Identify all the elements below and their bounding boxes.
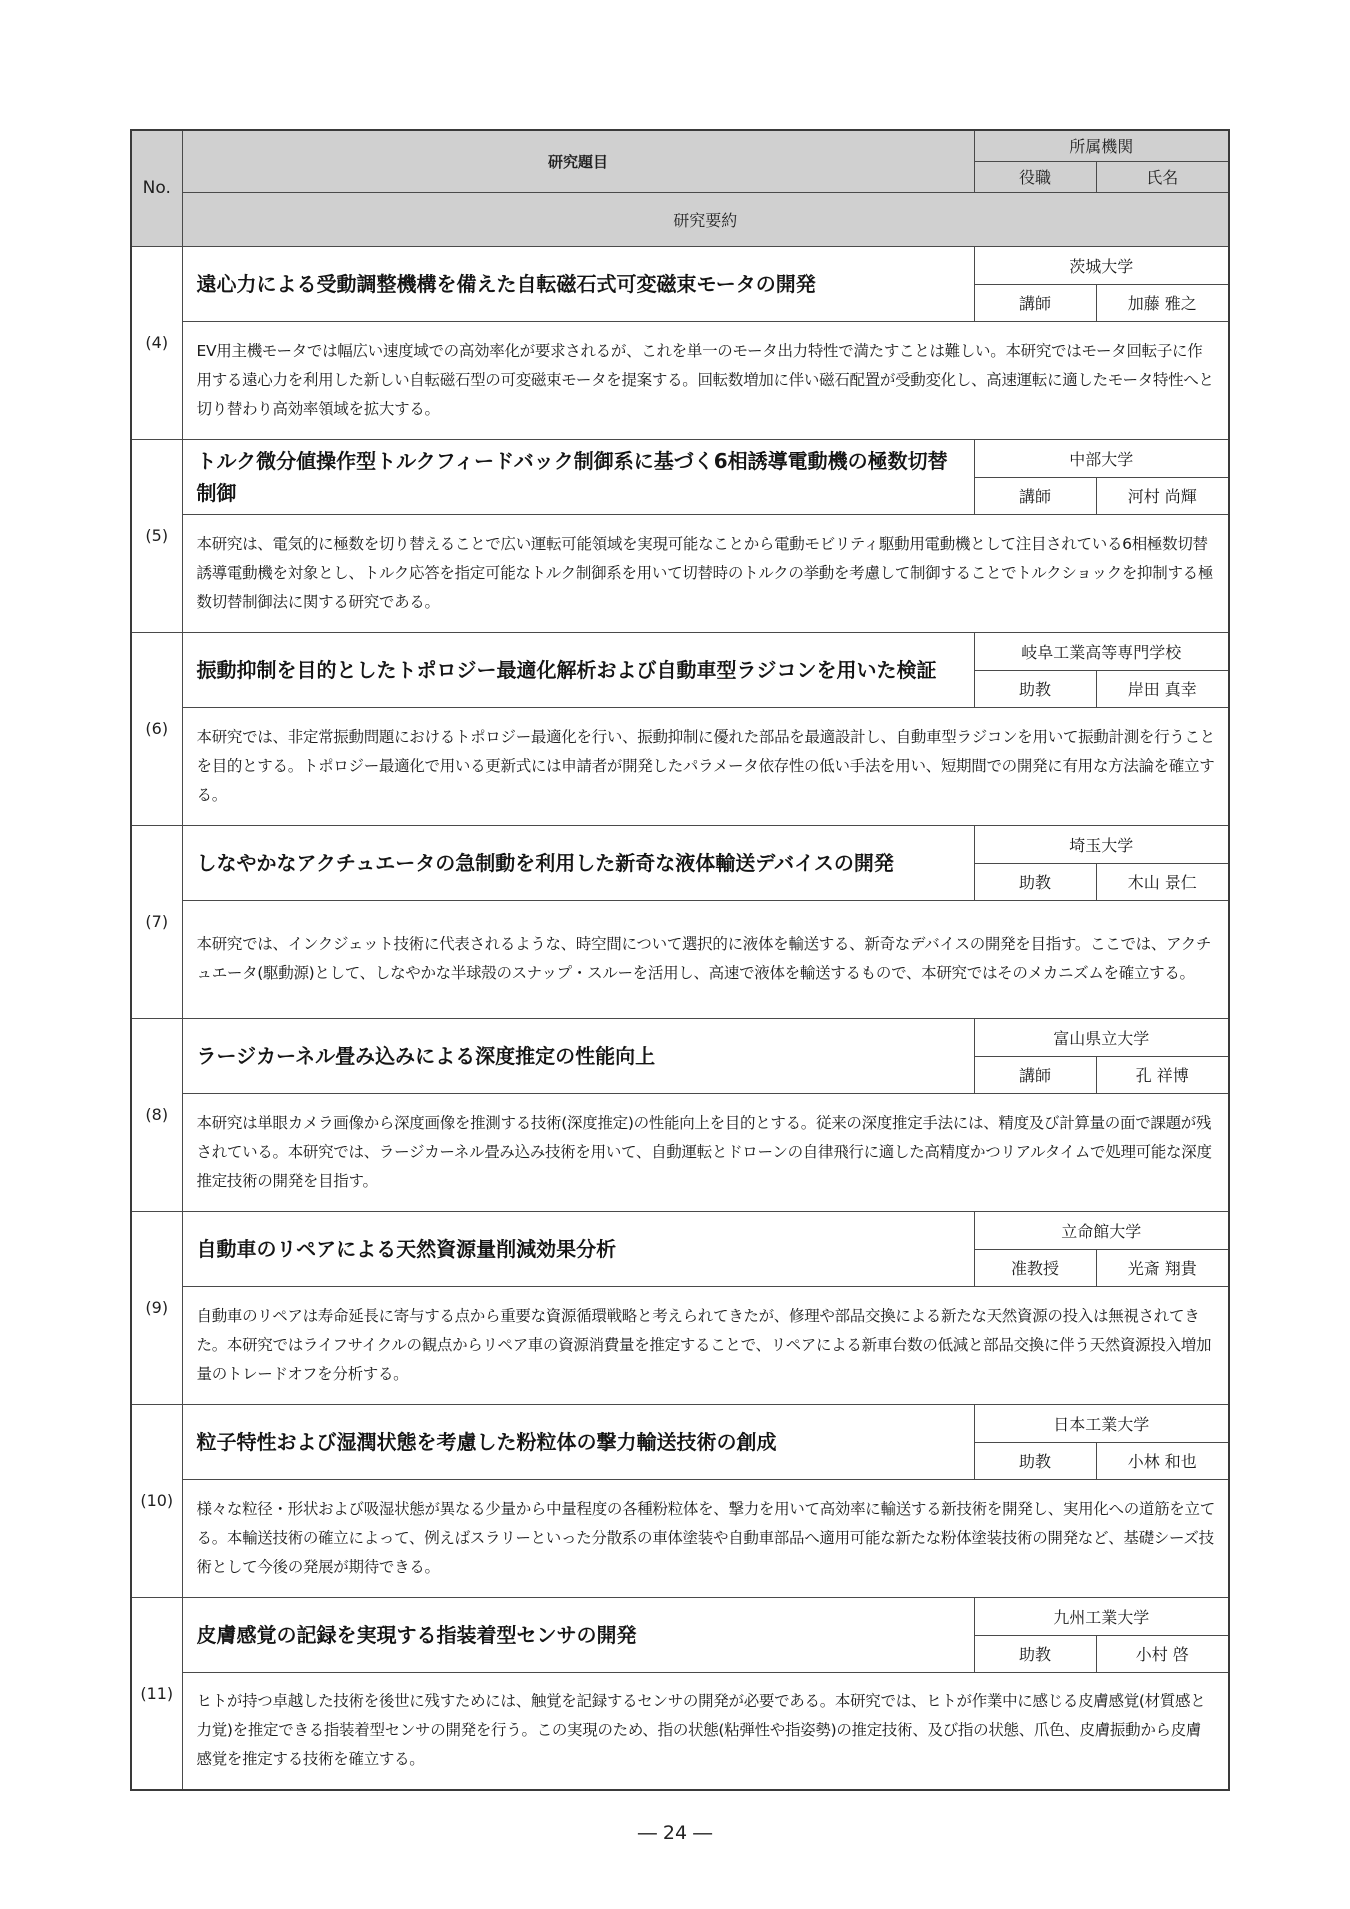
research-summary: 本研究では、非定常振動問題におけるトポロジー最適化を行い、振動抑制に優れた部品を最適設計し、自動車型ラジコンを用いて振動計測を行うことを目的とする。トポロジー最適化で用いる更新式には申請者が開発したパラメータ依存性の低い手法を用い、短期間での開発に有用な方法論を確立する。: [182, 707, 1229, 825]
researcher-name: 木山 景仁: [1096, 863, 1229, 900]
research-entry: [131, 1211, 1229, 1249]
research-title: ラージカーネル畳み込みによる深度推定の性能向上: [182, 1018, 974, 1093]
institution: 日本工業大学: [974, 1404, 1229, 1442]
research-title: 粒子特性および湿潤状態を考慮した粉粒体の撃力輸送技術の創成: [182, 1404, 974, 1479]
page-number: ― 24 ―: [637, 1822, 713, 1844]
entry-number: (9): [131, 1211, 182, 1404]
research-entry: [131, 1404, 1229, 1442]
research-title: しなやかなアクチュエータの急制動を利用した新奇な液体輸送デバイスの開発: [182, 825, 974, 900]
research-entry-summary: [131, 1093, 1229, 1211]
research-summary: EV用主機モータでは幅広い速度域での高効率化が要求されるが、これを単一のモータ出力特性で満たすことは難しい。本研究ではモータ回転子に作用する遠心力を利用した新しい自転磁石型の可変磁束モータを提案する。回転数増加に伴い磁石配置が受動変化し、高速運転に適したモータ特性へと切り替わり高効率領域を拡大する。: [182, 321, 1229, 439]
research-entry-summary: [131, 321, 1229, 439]
research-entry: [131, 1597, 1229, 1635]
entry-number: (7): [131, 825, 182, 1018]
position: 助教: [974, 670, 1096, 707]
research-summary: ヒトが持つ卓越した技術を後世に残すためには、触覚を記録するセンサの開発が必要である。本研究では、ヒトが作業中に感じる皮膚感覚(材質感と力覚)を推定できる指装着型センサの開発を行う。この実現のため、指の状態(粘弾性や指姿勢)の推定技術、及び指の状態、爪色、皮膚振動から皮膚感覚を推定する技術を確立する。: [182, 1672, 1229, 1790]
position: 講師: [974, 1056, 1096, 1093]
header-position: 役職: [974, 161, 1096, 192]
institution: 埼玉大学: [974, 825, 1229, 863]
research-entry-summary: [131, 1479, 1229, 1597]
researcher-name: 孔 祥博: [1096, 1056, 1229, 1093]
institution: 立命館大学: [974, 1211, 1229, 1249]
researcher-name: 加藤 雅之: [1096, 284, 1229, 321]
research-summary: 様々な粒径・形状および吸湿状態が異なる少量から中量程度の各種粉粒体を、撃力を用いて高効率に輸送する新技術を開発し、実用化への道筋を立てる。本輸送技術の確立によって、例えばスラリーといった分散系の車体塗装や自動車部品へ適用可能な新たな粉体塗装技術の開発など、基礎シーズ技術として今後の発展が期待できる。: [182, 1479, 1229, 1597]
institution: 茨城大学: [974, 246, 1229, 284]
research-entry-summary: [131, 514, 1229, 632]
researcher-name: 岸田 真幸: [1096, 670, 1229, 707]
research-summary: 本研究は単眼カメラ画像から深度画像を推測する技術(深度推定)の性能向上を目的とする。従来の深度推定手法には、精度及び計算量の面で課題が残されている。本研究では、ラージカーネル畳み込み技術を用いて、自動運転とドローンの自律飛行に適した高精度かつリアルタイムで処理可能な深度推定技術の開発を目指す。: [182, 1093, 1229, 1211]
header-no: No.: [131, 130, 182, 246]
position: 講師: [974, 477, 1096, 514]
institution: 岐阜工業高等専門学校: [974, 632, 1229, 670]
research-title: 自動車のリペアによる天然資源量削減効果分析: [182, 1211, 974, 1286]
research-entry-summary: [131, 707, 1229, 825]
header-name: 氏名: [1096, 161, 1229, 192]
research-title: 皮膚感覚の記録を実現する指装着型センサの開発: [182, 1597, 974, 1672]
entry-number: (5): [131, 439, 182, 632]
header-summary-row: [131, 192, 1229, 246]
research-grant-table: [130, 129, 1230, 1791]
position: 助教: [974, 1442, 1096, 1479]
institution: 九州工業大学: [974, 1597, 1229, 1635]
research-title: トルク微分値操作型トルクフィードバック制御系に基づく6相誘導電動機の極数切替制御: [182, 439, 974, 514]
research-entry: [131, 439, 1229, 477]
institution: 中部大学: [974, 439, 1229, 477]
entry-number: (8): [131, 1018, 182, 1211]
research-entry: [131, 1018, 1229, 1056]
research-title: 振動抑制を目的としたトポロジー最適化解析および自動車型ラジコンを用いた検証: [182, 632, 974, 707]
entry-number: (6): [131, 632, 182, 825]
research-entry-summary: [131, 900, 1229, 1018]
research-entry-summary: [131, 1672, 1229, 1790]
researcher-name: 小村 啓: [1096, 1635, 1229, 1672]
research-summary: 本研究は、電気的に極数を切り替えることで広い運転可能領域を実現可能なことから電動モビリティ駆動用電動機として注目されている6相極数切替誘導電動機を対象とし、トルク応答を指定可能なトルク制御系を用いて切替時のトルクの挙動を考慮して制御することでトルクショックを抑制する極数切替制御法に関する研究である。: [182, 514, 1229, 632]
research-entry: [131, 246, 1229, 284]
research-entry-summary: [131, 1286, 1229, 1404]
entry-number: (11): [131, 1597, 182, 1790]
entry-number: (4): [131, 246, 182, 439]
research-summary: 本研究では、インクジェット技術に代表されるような、時空間について選択的に液体を輸送する、新奇なデバイスの開発を目指す。ここでは、アクチュエータ(駆動源)として、しなやかな半球殻のスナップ・スルーを活用し、高速で液体を輸送するもので、本研究ではそのメカニズムを確立する。: [182, 900, 1229, 1018]
researcher-name: 小林 和也: [1096, 1442, 1229, 1479]
institution: 富山県立大学: [974, 1018, 1229, 1056]
research-entry: [131, 825, 1229, 863]
position: 講師: [974, 284, 1096, 321]
header-research-title: 研究題目: [182, 130, 974, 192]
header-row: [131, 130, 1229, 161]
researcher-name: 河村 尚輝: [1096, 477, 1229, 514]
research-title: 遠心力による受動調整機構を備えた自転磁石式可変磁束モータの開発: [182, 246, 974, 321]
position: 准教授: [974, 1249, 1096, 1286]
research-summary: 自動車のリペアは寿命延長に寄与する点から重要な資源循環戦略と考えられてきたが、修理や部品交換による新たな天然資源の投入は無視されてきた。本研究ではライフサイクルの観点からリペア車の資源消費量を推定することで、リペアによる新車台数の低減と部品交換に伴う天然資源投入増加量のトレードオフを分析する。: [182, 1286, 1229, 1404]
researcher-name: 光斎 翔貴: [1096, 1249, 1229, 1286]
position: 助教: [974, 1635, 1096, 1672]
header-institution: 所属機関: [974, 130, 1229, 161]
header-research-summary: 研究要約: [182, 192, 1229, 246]
research-entry: [131, 632, 1229, 670]
entry-number: (10): [131, 1404, 182, 1597]
position: 助教: [974, 863, 1096, 900]
